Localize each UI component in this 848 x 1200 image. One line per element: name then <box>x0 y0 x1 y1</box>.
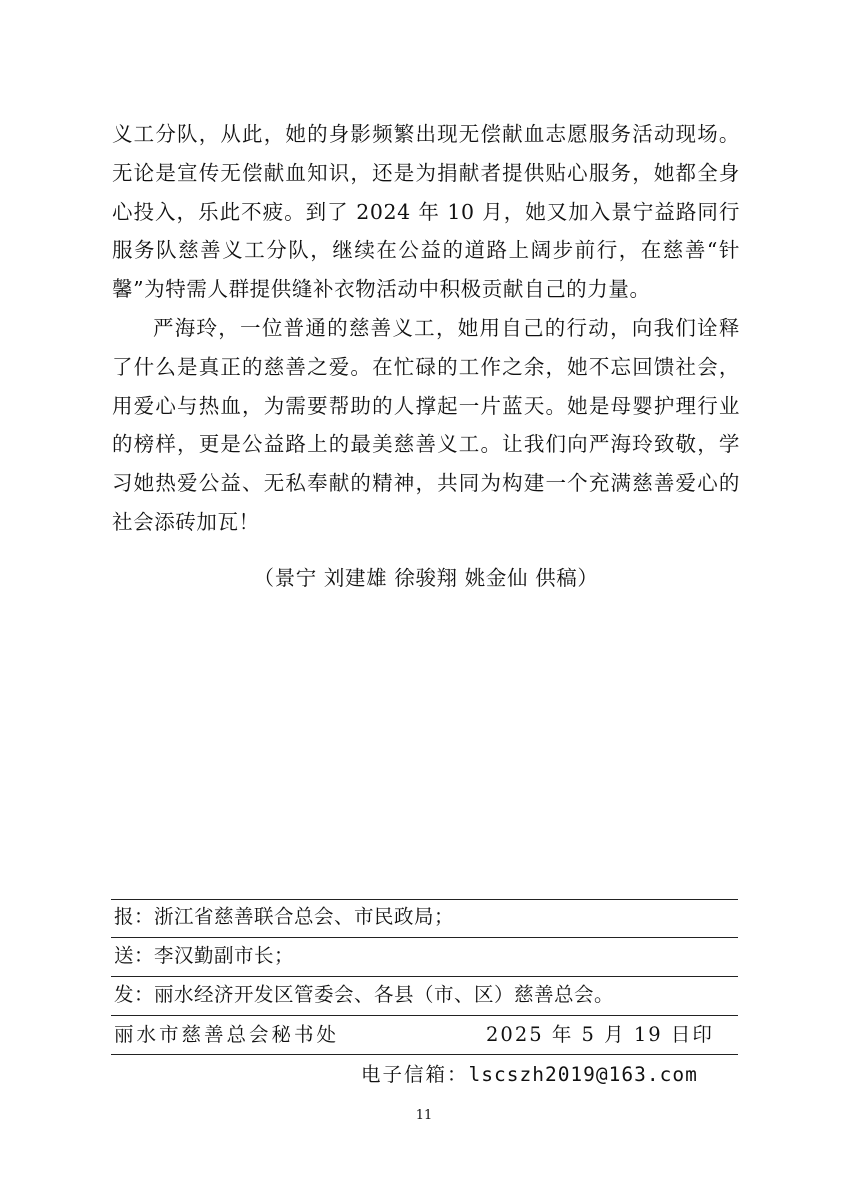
email-address: lscszh2019@163.com <box>468 1063 698 1086</box>
send-to-line: 送：李汉勤副市长； <box>114 944 295 967</box>
article-body <box>112 115 740 542</box>
footer-bottom-rule <box>111 1054 738 1055</box>
issue-to-line: 发：丽水经济开发区管委会、各县（市、区）慈善总会。 <box>114 983 615 1006</box>
article-credit: （景宁 刘建雄 徐骏翔 姚金仙 供稿） <box>253 566 599 590</box>
footer-divider-2 <box>111 976 738 977</box>
report-to-line: 报：浙江省慈善联合总会、市民政局； <box>114 905 455 928</box>
email-row <box>361 1060 698 1090</box>
paragraph-1: 义工分队，从此，她的身影频繁出现无偿献血志愿服务活动现场。无论是宣传无偿献血知识，还是为捐献者提供贴心服务，她都全身心投入，乐此不疲。到了 2024 年 10 月，她又加入景宁益路同行服务队慈善义工分队，继续在公益的道路上阔步前行，在慈善“针馨”为特需人群提供缝补衣物活动中积极贡献自己的力量。 <box>112 122 740 302</box>
print-date: 2025 年 5 月 19 日印 <box>486 1023 714 1046</box>
page-number: 11 <box>415 1108 433 1123</box>
issuer-label: 丽水市慈善总会秘书处 <box>114 1023 340 1046</box>
paragraph-2: 严海玲，一位普通的慈善义工，她用自己的行动，向我们诠释了什么是真正的慈善之爱。在忙碌的工作之余，她不忘回馈社会，用爱心与热血，为需要帮助的人撑起一片蓝天。她是母婴护理行业的榜样，更是公益路上的最美慈善义工。让我们向严海玲致敬，学习她热爱公益、无私奉献的精神，共同为构建一个充满慈善爱心的社会添砖加瓦！ <box>112 315 740 534</box>
footer-top-rule <box>111 899 738 900</box>
email-label: 电子信箱： <box>361 1063 469 1086</box>
footer-divider-3 <box>111 1015 738 1016</box>
footer-divider-1 <box>111 937 738 938</box>
